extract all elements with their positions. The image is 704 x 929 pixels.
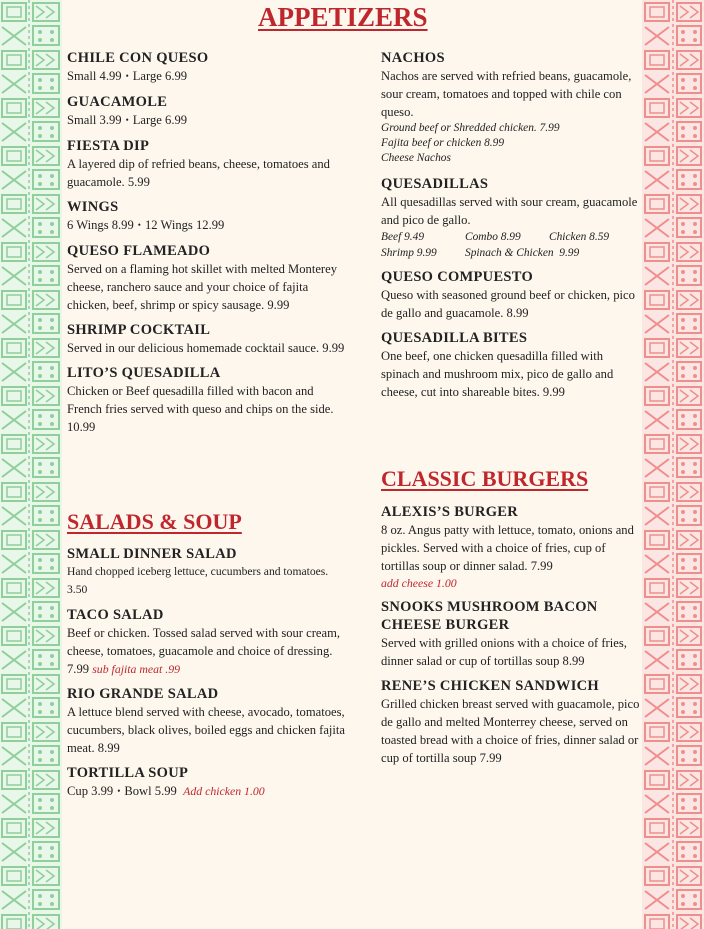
- menu-item: [67, 93, 347, 130]
- menu-item: [67, 685, 347, 757]
- item-description: All quesadillas served with sour cream, guacamole and pico de gallo.: [381, 195, 638, 227]
- menu-item: [67, 606, 347, 678]
- item-price: Small 4.99 • Large 6.99: [67, 69, 188, 83]
- item-price: 6 Wings 8.99 • 12 Wings 12.99: [67, 218, 225, 232]
- item-name: RIO GRANDE SALAD: [67, 686, 219, 702]
- menu-item: [381, 677, 643, 767]
- item-name: SMALL DINNER SALAD: [67, 546, 237, 562]
- classic-burgers-title: CLASSIC BURGERS: [381, 466, 589, 491]
- appetizers-right-column: [381, 49, 643, 408]
- item-description: Beef or chicken. Tossed salad served with sour cream, cheese, tomatoes, guacamole and choice of dressing. 7.99 sub fajita meat .99: [67, 626, 341, 676]
- menu-page: [62, 0, 642, 929]
- menu-item: [67, 137, 347, 191]
- item-name: RENE’S CHICKEN SANDWICH: [381, 678, 599, 694]
- item-options-row: Beef 9.49 Combo 8.99 Chicken 8.59: [381, 231, 610, 243]
- item-option: Ground beef or Shredded chicken. 7.99: [381, 122, 560, 134]
- item-note: Add chicken 1.00: [183, 784, 265, 798]
- item-name: WINGS: [67, 199, 119, 215]
- item-description: A lettuce blend served with cheese, avocado, tomatoes, cucumbers, black olives, boiled eggs and chicken fajita meat. 8.99: [67, 705, 346, 755]
- item-description: 8 oz. Angus patty with lettuce, tomato, onions and pickles. Served with a choice of fries, cup of tortillas soup or dinner salad. 7.99: [381, 523, 634, 573]
- item-name: TACO SALAD: [67, 607, 164, 623]
- item-description: Served on a flaming hot skillet with melted Monterey cheese, ranchero sauce and your choice of fajita chicken, beef, shrimp or spicy sausage. 9.99: [67, 262, 338, 312]
- salads-soup-title: SALADS & SOUP: [67, 509, 242, 534]
- green-pattern-icon: [0, 0, 62, 929]
- item-name: SHRIMP COCKTAIL: [67, 322, 211, 338]
- menu-item: [381, 268, 643, 322]
- menu-item: [381, 503, 643, 591]
- item-price: Small 3.99 • Large 6.99: [67, 113, 188, 127]
- item-name: FIESTA DIP: [67, 138, 150, 154]
- item-name: NACHOS: [381, 50, 445, 66]
- menu-item: [67, 198, 347, 235]
- item-description: Nachos are served with refried beans, guacamole, sour cream, tomatoes and topped with chile con queso.: [381, 69, 632, 119]
- item-name: QUESO FLAMEADO: [67, 243, 211, 259]
- item-name: QUESO COMPUESTO: [381, 269, 534, 285]
- item-description: Hand chopped iceberg lettuce, cucumbers and tomatoes. 3.50: [67, 565, 329, 596]
- red-pattern-icon: [642, 0, 704, 929]
- item-price: Cup 3.99 • Bowl 5.99 Add chicken 1.00: [67, 784, 265, 798]
- item-option: Cheese Nachos: [381, 152, 451, 164]
- menu-item: [67, 321, 347, 357]
- item-description: One beef, one chicken quesadilla filled with spinach and mushroom mix, pico de gallo and cheese, cut into shareable bites. 9.99: [381, 349, 614, 399]
- item-name: SNOOKS MUSHROOM BACON CHEESE BURGER: [381, 599, 598, 633]
- right-decorative-border: [642, 0, 704, 929]
- item-name: CHILE CON QUESO: [67, 50, 209, 66]
- item-name: TORTILLA SOUP: [67, 765, 189, 781]
- menu-item: [67, 764, 347, 801]
- item-options-row: Shrimp 9.99 Spinach & Chicken 9.99: [381, 247, 580, 259]
- menu-item: [67, 364, 347, 436]
- item-name: LITO’S QUESADILLA: [67, 365, 221, 381]
- appetizers-left-column: [67, 49, 347, 443]
- item-name: QUESADILLA BITES: [381, 330, 528, 346]
- item-option: Fajita beef or chicken 8.99: [381, 137, 505, 149]
- item-description: Served with grilled onions with a choice of fries, dinner salad or cup of tortillas soup 8.99: [381, 636, 627, 668]
- item-description: Chicken or Beef quesadilla filled with bacon and French fries served with queso and chips on the side. 10.99: [67, 384, 334, 434]
- item-name: GUACAMOLE: [67, 94, 168, 110]
- menu-item: [381, 329, 643, 401]
- left-decorative-border: [0, 0, 62, 929]
- burgers-column: [381, 503, 643, 774]
- item-note: sub fajita meat .99: [92, 662, 181, 676]
- item-description: Grilled chicken breast served with guacamole, pico de gallo and melted Monterrey cheese, served on toasted bread with a choice of fries, dinner salad or cup of tortilla soup 7.99: [381, 697, 640, 765]
- menu-item: [381, 598, 643, 670]
- menu-item: [67, 49, 347, 86]
- item-description: A layered dip of refried beans, cheese, tomatoes and guacamole. 5.99: [67, 157, 330, 189]
- menu-item: [381, 49, 643, 166]
- appetizers-title: APPETIZERS: [258, 2, 428, 32]
- menu-item: [381, 175, 643, 261]
- salads-column: [67, 545, 347, 808]
- item-description: Queso with seasoned ground beef or chicken, pico de gallo and guacamole. 8.99: [381, 288, 635, 320]
- item-name: ALEXIS’S BURGER: [381, 504, 519, 520]
- item-note: add cheese 1.00: [381, 576, 457, 590]
- item-name: QUESADILLAS: [381, 176, 489, 192]
- menu-item: [67, 545, 347, 599]
- menu-item: [67, 242, 347, 314]
- item-description: Served in our delicious homemade cocktail sauce. 9.99: [67, 341, 345, 355]
